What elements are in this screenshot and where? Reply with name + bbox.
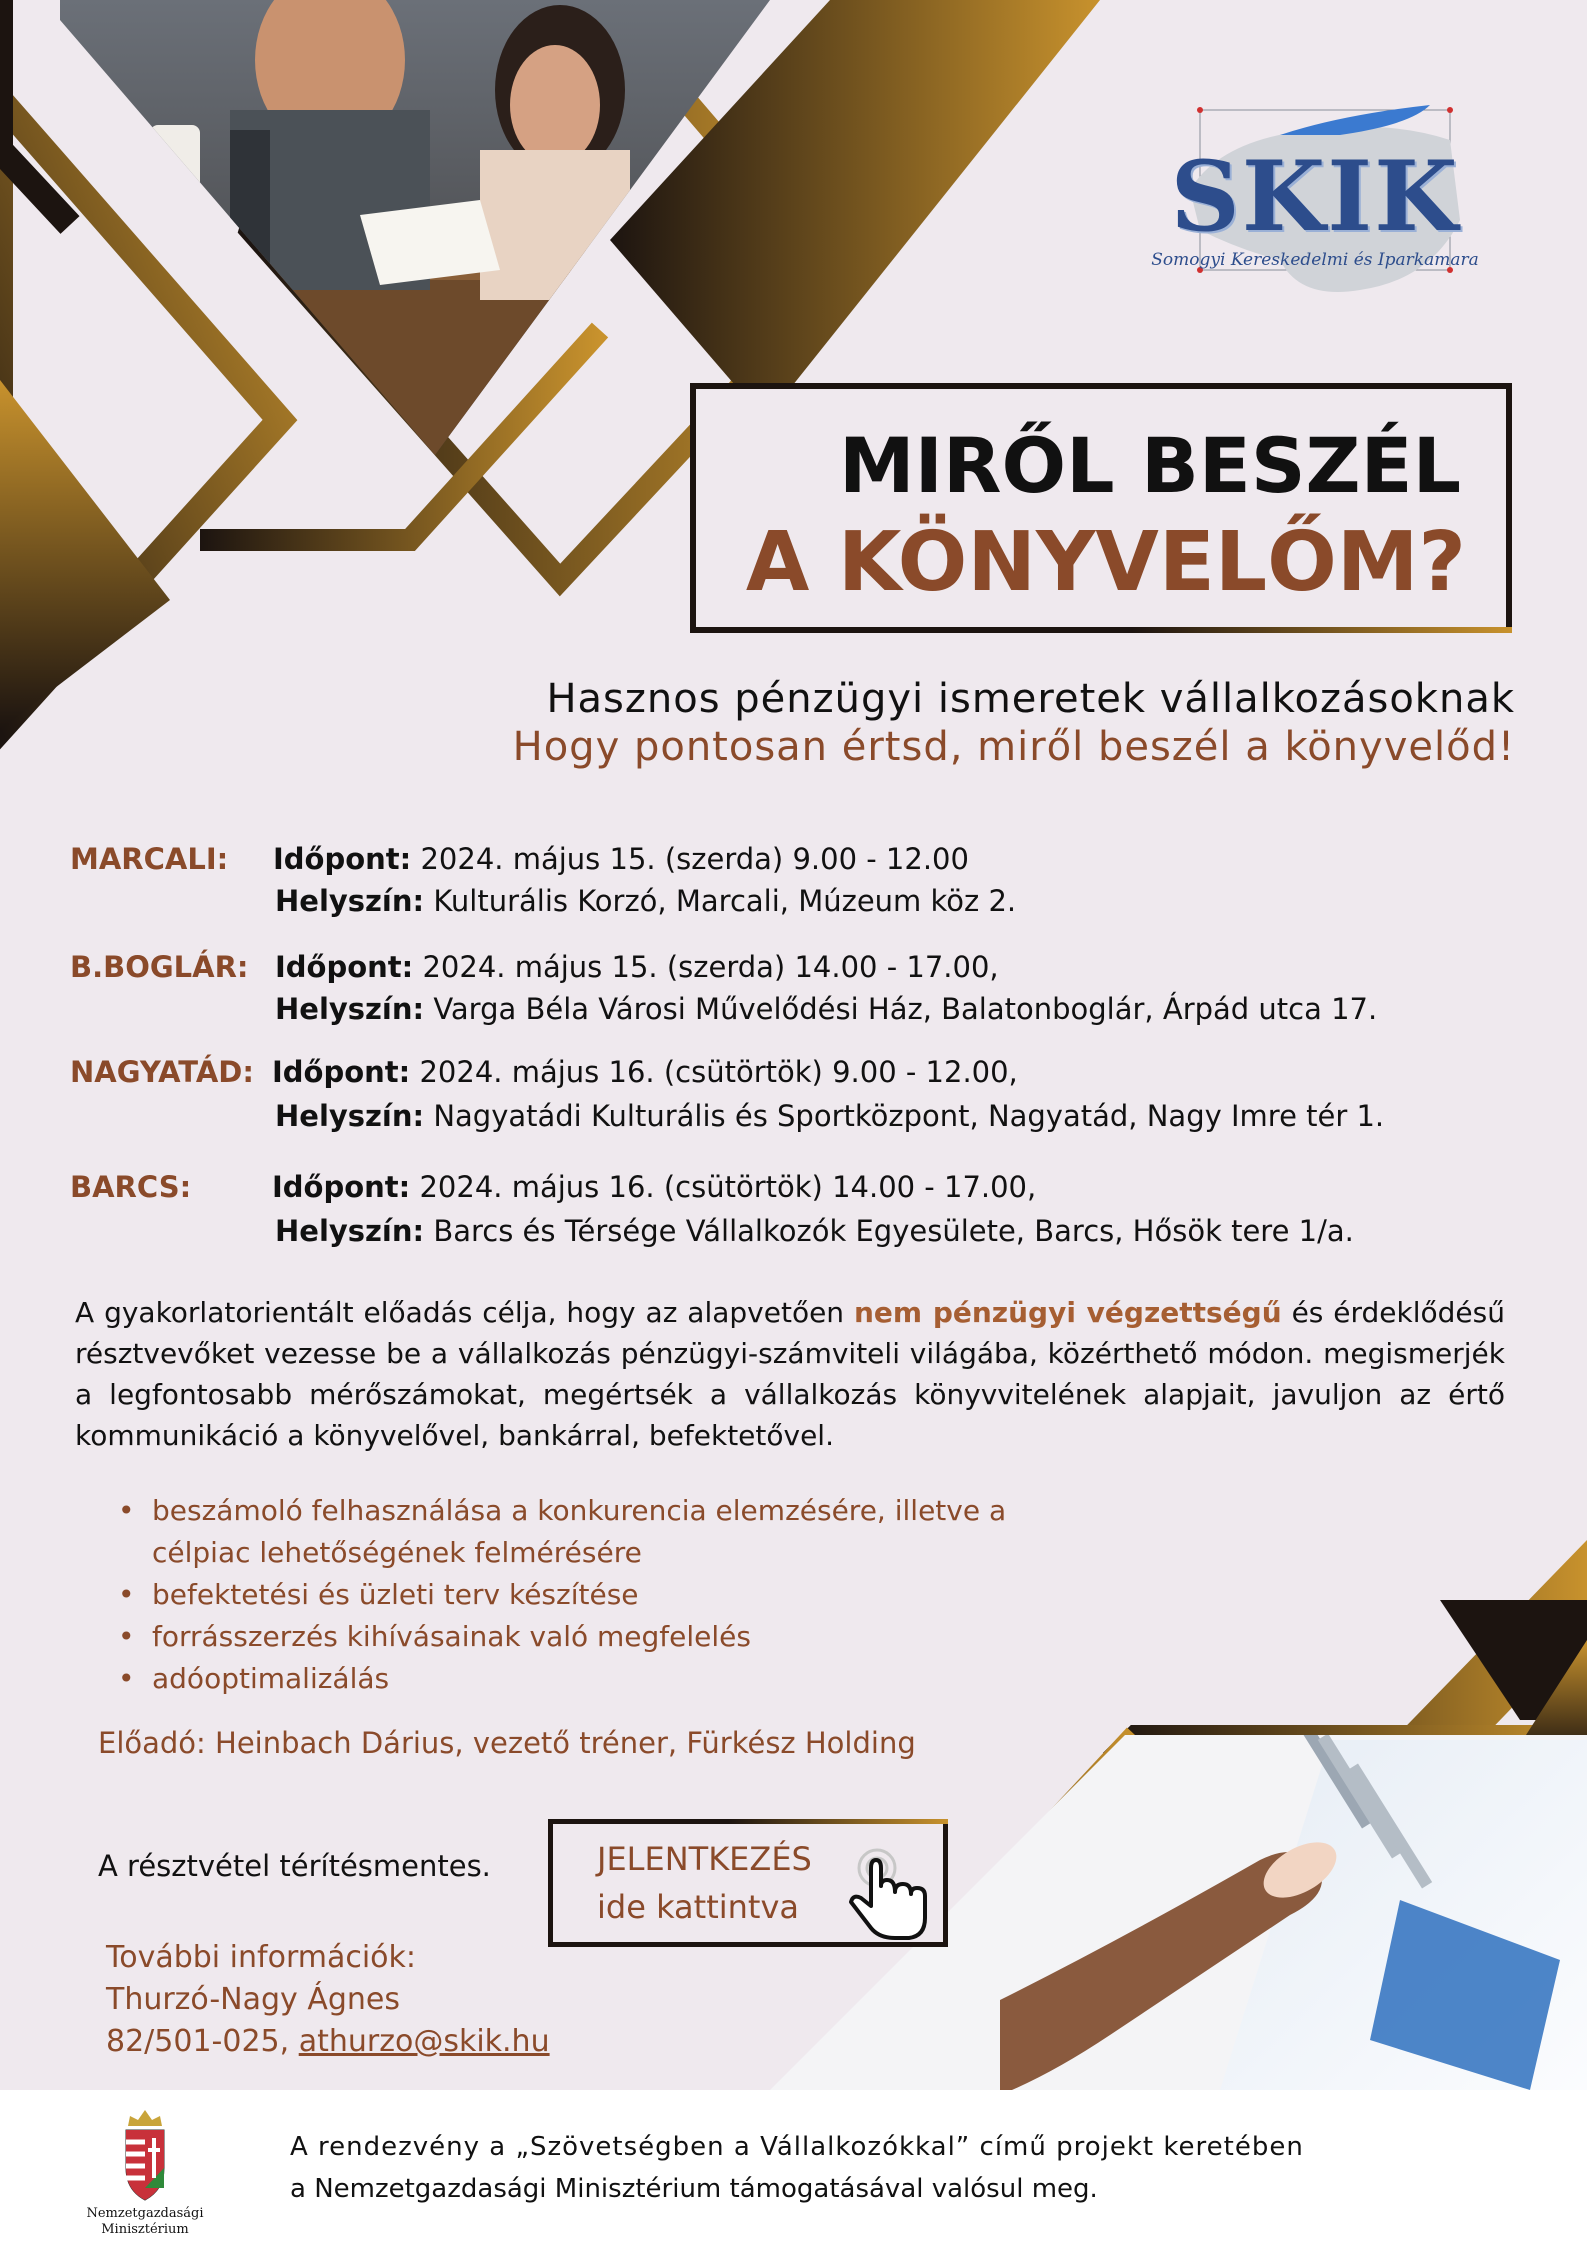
logo-text: SKIK (1170, 140, 1460, 253)
event-place: Helyszín: Kulturális Korzó, Marcali, Múzeum köz 2. (275, 884, 1017, 918)
event-city: MARCALI: (70, 842, 229, 876)
registration-sublabel: ide kattintva (597, 1888, 799, 1926)
contact-email-link[interactable]: athurzo@skik.hu (298, 2024, 550, 2059)
pointing-hand-icon (845, 1846, 935, 1941)
footer (0, 2090, 1587, 2245)
event-place: Helyszín: Nagyatádi Kulturális és Sportközpont, Nagyatád, Nagy Imre tér 1. (275, 1099, 1385, 1133)
title-box (690, 383, 1512, 633)
footer-text-1: A rendezvény a „Szövetségben a Vállalkozókkal” című projekt keretében (290, 2132, 1304, 2162)
contact-heading: További információk: (106, 1940, 417, 1975)
topic-list (118, 1490, 1018, 1700)
event-time: Időpont: 2024. május 15. (szerda) 9.00 - 12.00 (273, 842, 969, 876)
event-place: Helyszín: Barcs és Térsége Vállalkozók Egyesülete, Barcs, Hősök tere 1/a. (275, 1214, 1354, 1248)
ministry-name: Nemzetgazdasági Minisztérium (86, 2206, 204, 2237)
registration-label: JELENTKEZÉS (597, 1840, 812, 1878)
footer-text-2: a Nemzetgazdasági Minisztérium támogatásával valósul meg. (290, 2174, 1098, 2204)
event-city: B.BOGLÁR: (70, 950, 249, 984)
subtitle-line-2: Hogy pontosan értsd, miről beszél a könyvelőd! (512, 724, 1515, 770)
title-line-2: A KÖNYVELŐM? (745, 515, 1466, 610)
description-highlight: nem pénzügyi végzettségű (853, 1296, 1282, 1329)
event-time: Időpont: 2024. május 16. (csütörtök) 9.00 - 12.00, (272, 1055, 1018, 1089)
title-line-1: MIRŐL BESZÉL (839, 421, 1461, 510)
event-time: Időpont: 2024. május 16. (csütörtök) 14.00 - 17.00, (272, 1170, 1037, 1204)
logo-subtitle: Somogyi Kereskedelmi és Iparkamara (1151, 250, 1479, 270)
speaker-line: Előadó: Heinbach Dárius, vezető tréner, Fürkész Holding (98, 1726, 916, 1760)
registration-button[interactable] (548, 1819, 948, 1947)
contact-name: Thurzó-Nagy Ágnes (106, 1982, 400, 2017)
contact-details: 82/501-025, athurzo@skik.hu (106, 2024, 550, 2059)
event-place: Helyszín: Varga Béla Városi Művelődési Ház, Balatonboglár, Árpád utca 17. (275, 992, 1378, 1026)
coat-of-arms-icon (120, 2108, 170, 2203)
ministry-logo (55, 2108, 235, 2238)
skik-logo (1150, 100, 1480, 310)
list-item: • forrásszerzés kihívásainak való megfelelés (118, 1616, 1018, 1658)
free-participation-text: A résztvétel térítésmentes. (98, 1849, 491, 1883)
list-item: • befektetési és üzleti terv készítése (118, 1574, 1018, 1616)
event-city: NAGYATÁD: (70, 1055, 254, 1089)
list-item: • adóoptimalizálás (118, 1658, 1018, 1700)
subtitle-line-1: Hasznos pénzügyi ismeretek vállalkozásoknak (546, 676, 1515, 722)
event-city: BARCS: (70, 1170, 192, 1204)
event-time: Időpont: 2024. május 15. (szerda) 14.00 - 17.00, (275, 950, 999, 984)
list-item: • beszámoló felhasználása a konkurencia elemzésére, illetve a célpiac lehetőségének felmérésére (118, 1490, 1018, 1574)
description-paragraph: A gyakorlatorientált előadás célja, hogy az alapvetően nem pénzügyi végzettségű és érdeklődésű résztvevőket vezesse be a vállalkozás pénzügyi-számviteli világába, közérthető módon. megismerjék a legfontosabb mérőszámokat, megértsék a vállalkozás könyvvitelének alapjait, javuljon az értő kommunikáció a könyvelővel, bankárral, befektetővel. (75, 1296, 1505, 1452)
